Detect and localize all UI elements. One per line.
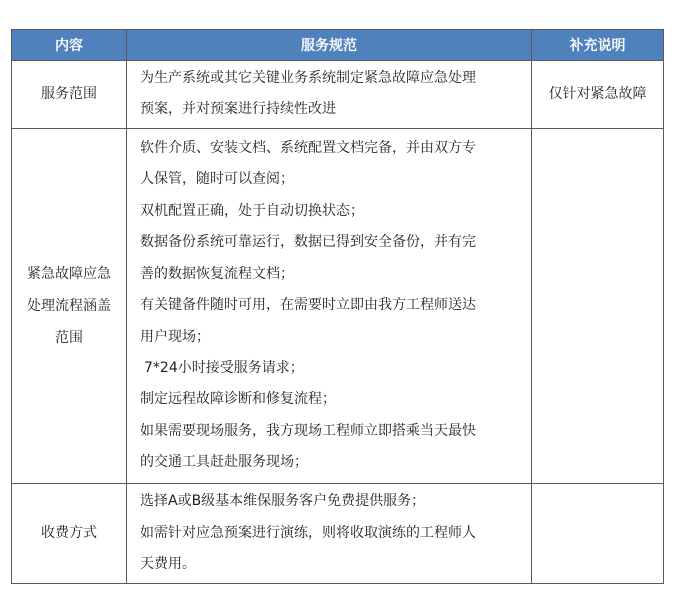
header-content: 内容 [12, 30, 127, 61]
header-notes: 补充说明 [532, 30, 664, 61]
row-spec [127, 483, 532, 583]
row-label-line: 服务范围 [41, 86, 97, 103]
row-label-line: 紧急故障应急 [27, 265, 111, 282]
row-spec [127, 61, 532, 129]
spec-line: 双机配置正确，处于自动切换状态； [140, 202, 364, 219]
service-spec-table [11, 29, 664, 584]
spec-line: 的交通工具赶赴服务现场； [140, 454, 308, 471]
header-service-spec: 服务规范 [127, 30, 532, 61]
row-label-line: 处理流程涵盖 [27, 297, 111, 314]
table-row [12, 483, 664, 583]
spec-line: 7*24小时接受服务请求； [144, 359, 304, 376]
spec-line: 数据备份系统可靠运行，数据已得到安全备份，并有完 [140, 234, 476, 251]
spec-line: 预案，并对预案进行持续性改进 [140, 101, 336, 118]
spec-line: 制定远程故障诊断和修复流程； [140, 391, 336, 408]
spec-line: 人保管，随时可以查阅； [140, 171, 294, 188]
spec-line: 用户现场； [140, 328, 210, 345]
spec-line: 有关键备件随时可用，在需要时立即由我方工程师送达 [140, 297, 476, 314]
spec-line: 如需针对应急预案进行演练，则将收取演练的工程师人 [140, 524, 476, 541]
row-label-line: 范围 [55, 329, 83, 346]
row-label [12, 128, 127, 483]
spec-line: 善的数据恢复流程文档； [140, 265, 294, 282]
spec-line: 天费用。 [140, 556, 196, 573]
spec-line: 如果需要现场服务，我方现场工程师立即搭乘当天最快 [140, 422, 476, 439]
table-header-row [12, 30, 664, 61]
row-label-line: 收费方式 [41, 525, 97, 542]
spec-line: 选择A或B级基本维保服务客户免费提供服务； [140, 493, 426, 510]
row-note: 仅针对紧急故障 [532, 61, 664, 129]
row-label [12, 61, 127, 129]
row-spec [127, 128, 532, 483]
row-note [532, 483, 664, 583]
spec-line: 为生产系统或其它关键业务系统制定紧急故障应急处理 [140, 70, 476, 86]
row-label [12, 483, 127, 583]
spec-line: 软件介质、安装文档、系统配置文档完备，并由双方专 [140, 140, 476, 157]
row-note [532, 128, 664, 483]
table-row [12, 128, 664, 483]
table-row [12, 61, 664, 129]
